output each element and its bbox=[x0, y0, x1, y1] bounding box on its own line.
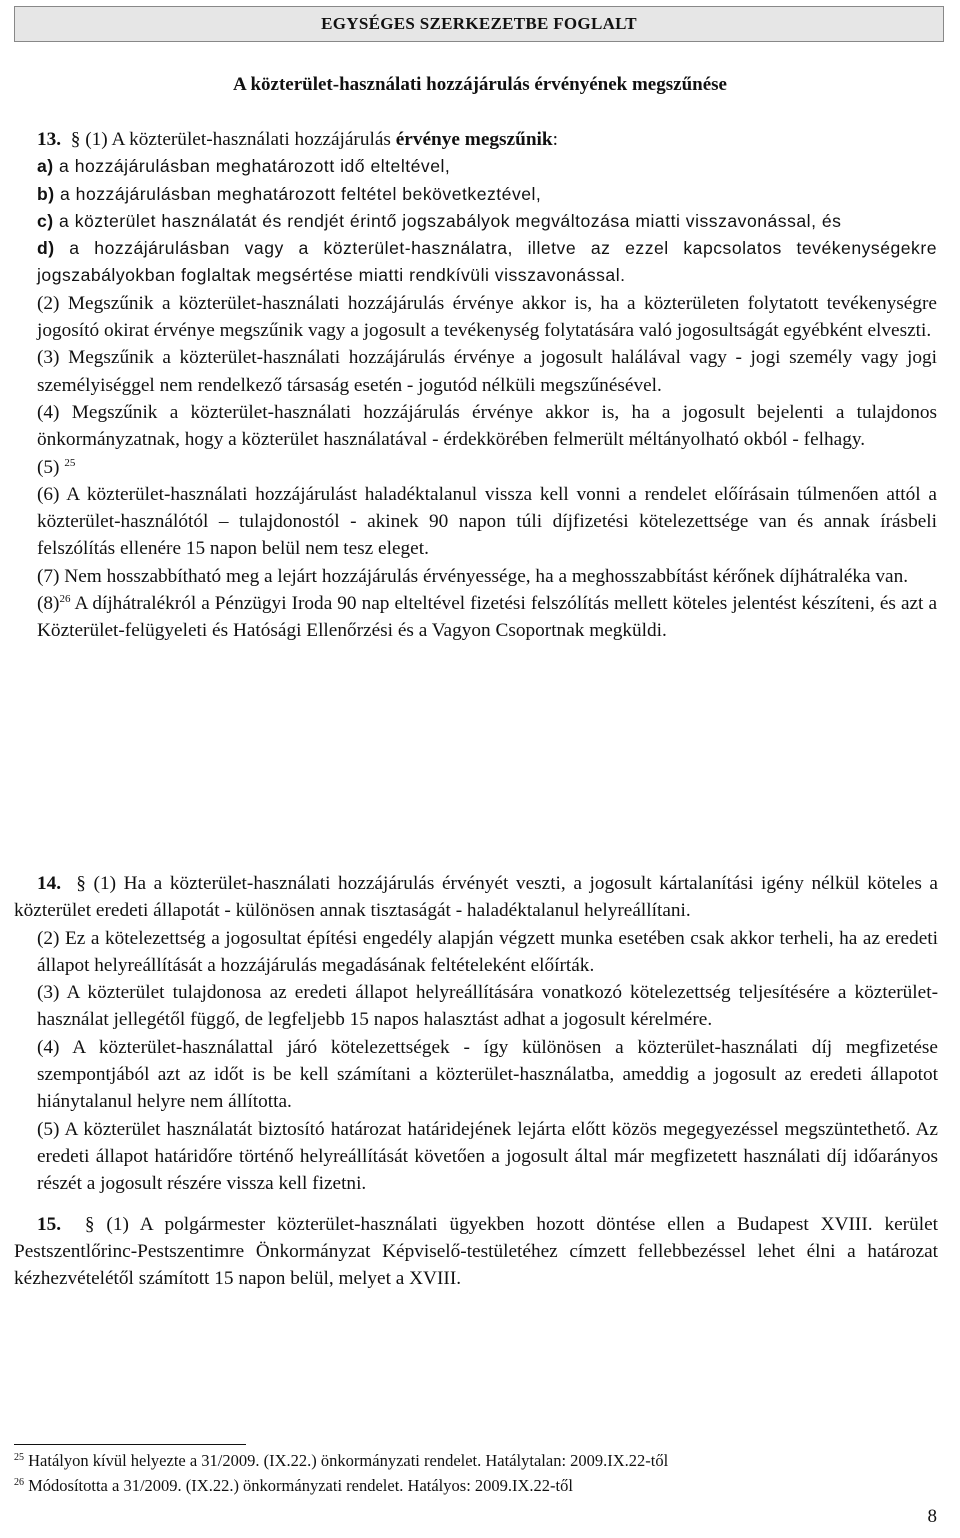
s13-para-1 bbox=[37, 126, 937, 153]
s13-item-b-text: a hozzájárulásban meghatározott feltétel bekövetkeztével, bbox=[54, 183, 542, 204]
paragraph-sign-icon: § bbox=[70, 129, 81, 150]
s13-item-b-label: b) bbox=[37, 183, 55, 204]
s13-p1-lead: (1) A közterület-használati hozzájárulás bbox=[85, 129, 396, 150]
footnote-26 bbox=[14, 1473, 914, 1498]
footnotes bbox=[14, 1448, 914, 1498]
s14-para-1 bbox=[14, 870, 938, 925]
paragraph-sign-icon: § bbox=[76, 873, 86, 894]
s13-para-7: (7) Nem hosszabbítható meg a lejárt hozzájárulás érvényessége, ha a meghosszabbítást kérőnek díjhátraléka van. bbox=[37, 565, 909, 587]
footnote-ref-26[interactable]: 26 bbox=[59, 593, 71, 606]
footnote-25 bbox=[14, 1448, 914, 1473]
s13-para-8 bbox=[37, 590, 937, 645]
s13-item-c-text: a közterület használatát és rendjét érintő jogszabályok megváltozása miatti visszavonással, és bbox=[53, 210, 842, 231]
section-title: A közterület-használati hozzájárulás érvényének megszűnése bbox=[233, 74, 727, 95]
s13-para-4: (4) Megszűnik a közterület-használati hozzájárulás érvénye akkor is, ha a jogosult bejelenti a tulajdonos önkormányzatnak, hogy a közterület használatával - érdekkörében felmerült méltányolható okból - felhagy. bbox=[37, 401, 937, 451]
s13-item-a-text: a hozzájárulásban meghatározott idő elteltével, bbox=[53, 156, 451, 177]
s13-item-a-label: a) bbox=[37, 156, 54, 177]
s13-p1-bold: érvénye megszűnik bbox=[395, 129, 553, 150]
s14-para-5: (5) A közterület használatát biztosító határozat határidejének lejárta előtt közös megegyezéssel megszüntethető. Az eredeti állapot határidőre történő helyreállítását követően a jogosult által már megfizetett használati díj időarányos részét a jogosult részére vissza kell fizetni. bbox=[37, 1118, 938, 1195]
footnote-25-text: Hatályon kívül helyezte a 31/2009. (IX.22.) önkormányzati rendelet. Hatálytalan: 2009.IX.22-től bbox=[24, 1451, 669, 1470]
s13-item-d-text: a hozzájárulásban vagy a közterület-használatra, illetve az ezzel kapcsolatos tevékenységekre jogszabályokban foglaltak megsértése miatti rendkívüli visszavonással. bbox=[37, 238, 937, 286]
s13-para-2: (2) Megszűnik a közterület-használati hozzájárulás érvénye akkor is, ha a közterületen folytatott tevékenységre jogosító okirat érvénye megszűnik vagy a jogosult a tevékenység folytatására való jogosultságát egyébként elveszti. bbox=[37, 292, 937, 342]
footnote-25-number: 25 bbox=[14, 1452, 24, 1463]
s13-p8-text: A díjhátralékról a Pénzügyi Iroda 90 nap elteltével fizetési felszólítás mellett köteles jelentést készíteni, és azt a Közterület-felügyeleti és Hatósági Ellenőrzési és a Vagyon Csoportnak megküldi. bbox=[37, 593, 937, 642]
s14-para-2: (2) Ez a kötelezettség a jogosultat építési engedély alapján végzett munka esetében csak akkor terheli, ha az eredeti állapot helyreállítását a hozzájárulás megadásának feltételeként előírták. bbox=[37, 927, 938, 976]
s15-p1-text: (1) A polgármester közterület-használati ügyekben hozott döntése ellen a Budapest XVIII. kerület Pestszentlőrinc-Pestszentimre Önkormányzat Képviselő-testületéhez címzett fellebbezéssel lehet élni a határozat kézhezvételétől számított 15 napon belül, melyet a XVIII. bbox=[14, 1213, 939, 1290]
s13-item-d bbox=[37, 235, 937, 290]
s15-number: 15. bbox=[37, 1213, 62, 1235]
s14-p1-text: (1) Ha a közterület-használati hozzájárulás érvényét veszti, a jogosult kártalanítási igény nélkül köteles a közterület eredeti állapotát - különösen annak tisztaságát - haladéktalanul helyreállítani. bbox=[14, 873, 938, 922]
footnote-separator bbox=[14, 1444, 246, 1445]
s14-para-4: (4) A közterület-használattal járó kötelezettségek - így különösen a közterület-használati díj megfizetése szempontjából azt az időt is be kell számítani a közterület-használatba, ameddig a jogosult az eredeti állapotot hiánytalanul helyre nem állította. bbox=[37, 1036, 938, 1113]
s13-number: 13. bbox=[37, 129, 62, 150]
s13-item-b bbox=[37, 181, 937, 208]
page-number: 8 bbox=[927, 1506, 937, 1527]
section-14-15 bbox=[14, 870, 938, 1292]
s13-item-c bbox=[37, 208, 937, 235]
header-banner: EGYSÉGES SZERKEZETBE FOGLALT bbox=[14, 6, 944, 42]
footnote-26-text: Módosította a 31/2009. (IX.22.) önkormányzati rendelet. Hatályos: 2009.IX.22-től bbox=[24, 1476, 573, 1495]
s13-item-d-label: d) bbox=[37, 238, 55, 259]
s13-p1-tail: : bbox=[552, 129, 558, 150]
s13-para-5 bbox=[37, 454, 937, 481]
s14-number: 14. bbox=[37, 873, 62, 894]
s13-item-c-label: c) bbox=[37, 210, 54, 231]
s14-para-3: (3) A közterület tulajdonosa az eredeti állapot helyreállítására vonatkozó kötelezettség teljesítésére a közterület-használat jellegétől függő, de legfeljebb 15 napos halasztást adhat a jogosult kérelmére. bbox=[37, 982, 938, 1031]
s13-p5-label: (5) bbox=[37, 456, 60, 478]
paragraph-sign-icon: § bbox=[84, 1213, 95, 1235]
footnote-26-number: 26 bbox=[14, 1477, 24, 1488]
s15-para-1 bbox=[14, 1211, 938, 1293]
footnote-ref-25[interactable]: 25 bbox=[64, 456, 76, 469]
s13-para-3: (3) Megszűnik a közterület-használati hozzájárulás érvénye a jogosult halálával vagy - jogi személy vagy jogi személyiséggel nem rendelkező társaság esetén - jogutód nélküli megszűnésével. bbox=[37, 347, 937, 396]
s13-item-a bbox=[37, 153, 937, 180]
section-13 bbox=[37, 126, 937, 645]
s13-p8-label: (8) bbox=[37, 593, 60, 615]
s13-para-6: (6) A közterület-használati hozzájárulást haladéktalanul vissza kell vonni a rendelet előírásain túlmenően attól a közterület-használótól – tulajdonostól - akinek 90 napon túli díjfizetési kötelezettsége van és annak írásbeli felszólítás ellenére 15 napon belül nem tesz eleget. bbox=[37, 483, 937, 560]
